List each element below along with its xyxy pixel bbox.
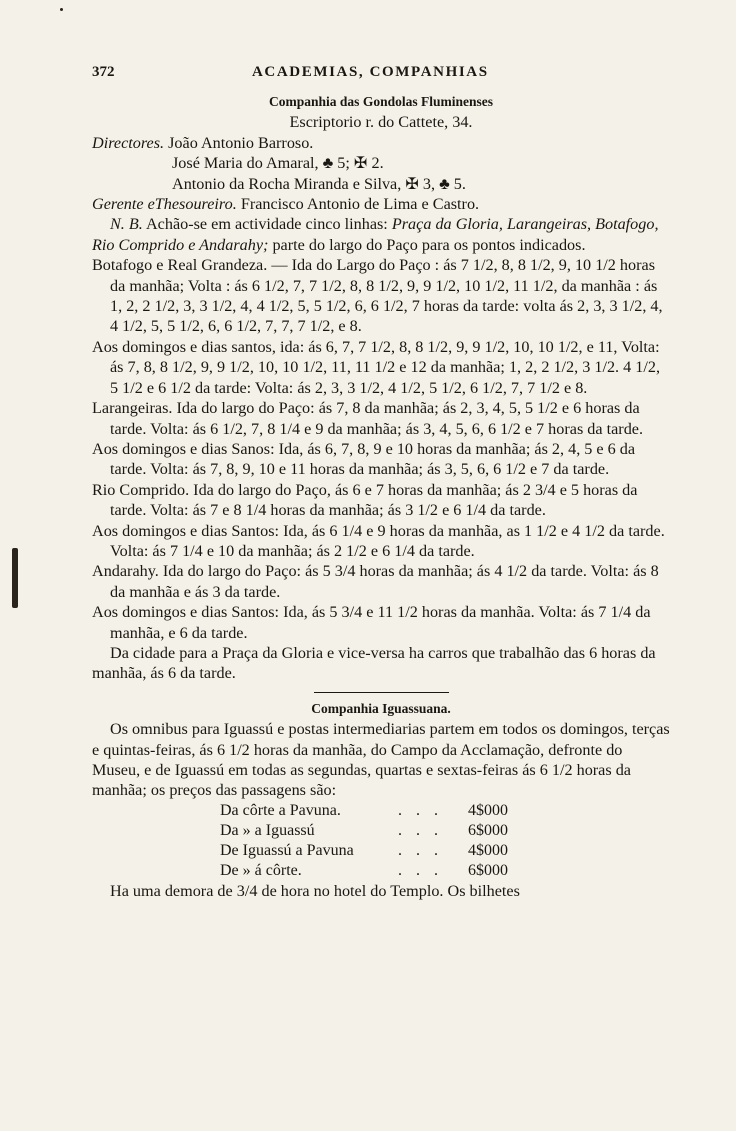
fares-table — [220, 801, 538, 881]
fare-leader: . . . — [398, 801, 443, 819]
fare-price: 6$000 — [468, 821, 508, 839]
director-3: Antonio da Rocha Miranda e Silva, ✠ 3, ♣ 5. — [172, 174, 466, 193]
manager-line — [92, 194, 670, 214]
iguassuana-title: Companhia Iguassuana. — [311, 700, 451, 716]
fare-row — [220, 841, 538, 861]
fare-price: 6$000 — [468, 861, 508, 879]
binding-mark — [12, 548, 18, 608]
gondolas-office: Escriptorio r. do Cattete, 34. — [289, 113, 473, 132]
schedule-rio-comprido-sundays: Aos domingos e dias Santos: Ida, ás 6 1/4 e 9 horas da manhãa, as 1 1/2 e 4 1/2 da tarde. Volta: ás 7 1/4 e 10 da manhãa; ás 2 1/2 e 6 1/4 da tarde. — [92, 521, 665, 560]
fare-route: De Iguassú a Pavuna — [220, 841, 354, 859]
fare-row — [220, 861, 538, 881]
schedule-botafogo-sundays: Aos domingos e dias santos, ida: ás 6, 7, 7 1/2, 8, 8 1/2, 9, 9 1/2, 10, 10 1/2, e 11, Volta: ás 7, 8, 8 1/2, 9, 9 1/2, 10, 10 1/2, 11, 11 1/2 e 12 da manhãa; 1, 2, 2 1/2, 3 1/2. 4 1/2, 5 1/2 e 6 1/2 da tarde: Volta: ás 2, 3, 3 1/2, 4 1/2, 5 1/2, 6 1/2, 7, 7 1/2 e 8. — [92, 337, 661, 397]
nb-tail: parte do largo do Paço para os pontos indicados. — [272, 235, 586, 254]
page — [92, 62, 670, 901]
running-header — [92, 62, 670, 86]
fare-route: De » á côrte. — [220, 861, 302, 879]
page-number: 372 — [92, 64, 115, 80]
fare-route: Da » a Iguassú — [220, 821, 315, 839]
directors-label: Directores. — [92, 133, 165, 152]
fare-leader: . . . — [398, 861, 443, 879]
fare-price: 4$000 — [468, 841, 508, 859]
fare-row — [220, 821, 538, 841]
iguassuana-trailing: Ha uma demora de 3/4 de hora no hotel do Templo. Os bilhetes — [110, 881, 520, 900]
nb-lines: Praça da Gloria, Larangeiras, Botafogo, Rio Comprido e Andarahy; — [92, 215, 659, 254]
directors-line — [92, 133, 670, 153]
schedule-larangeiras-sundays: Aos domingos e dias Sanos: Ida, ás 6, 7, 8, 9 e 10 horas da manhãa; ás 2, 4, 5 e 6 da tarde. Volta: ás 7, 8, 9, 10 e 11 horas da manhãa; ás 3, 5, 6, 6 1/2 e 7 da tarde. — [92, 439, 636, 479]
schedule-andarahy: Andarahy. Ida do largo do Paço: ás 5 3/4 horas da manhãa; ás 4 1/2 da tarde. Volta: ás 8 da manhãa e ás 3 da tarde. — [92, 562, 659, 601]
fare-route: Da côrte a Pavuna. — [220, 801, 341, 819]
section-divider — [314, 692, 449, 693]
director-2: José Maria do Amaral, ♣ 5; ✠ 2. — [172, 154, 384, 173]
manager-name: Francisco Antonio de Lima e Castro. — [240, 195, 480, 214]
fare-leader: . . . — [398, 841, 443, 859]
gondolas-closing: Da cidade para a Praça da Gloria e vice-versa ha carros que trabalhão das 6 horas da manhãa, ás 6 da tarde. — [92, 643, 656, 683]
fare-leader: . . . — [398, 821, 443, 839]
fare-row — [220, 801, 538, 821]
nb-label: N. B. — [110, 215, 143, 234]
fare-price: 4$000 — [468, 801, 508, 819]
running-title: ACADEMIAS, COMPANHIAS — [252, 64, 489, 80]
nb-paragraph — [92, 214, 670, 255]
iguassuana-intro: Os omnibus para Iguassú e postas intermediarias partem em todos os domingos, terças e quintas-feiras, ás 6 1/2 horas da manhãa, do Campo da Acclamação, defronte do Museu, e de Iguassú em todas as segundas, quartas e sextas-feiras ás 6 1/2 horas da manhãa; os preços das passagens são: — [92, 720, 670, 800]
director-1: João Antonio Barroso. — [168, 133, 314, 152]
schedule-andarahy-sundays: Aos domingos e dias Santos: Ida, ás 5 3/4 e 11 1/2 horas da manhãa. Volta: ás 7 1/4 da manhãa, e 6 da tarde. — [92, 603, 651, 642]
schedule-botafogo: Botafogo e Real Grandeza. — Ida do Largo do Paço : ás 7 1/2, 8, 8 1/2, 9, 10 1/2 horas da manhãa; Volta : ás 6 1/2, 7, 7 1/2, 8, 8 1/2, 9, 9 1/2, 10 1/2, 11 1/2, da manhãa : ás 1, 2, 2 1/2, 3, 3 1/2, 4, 4 1/2, 5, 5 1/2, 6, 6 1/2, 7 horas da tarde: volta ás 2, 3, 3 1/2, 4, 4 1/2, 5, 5 1/2, 6, 6 1/2, 7, 7, 7 1/2, e 8. — [92, 256, 663, 336]
ink-speck — [60, 8, 63, 11]
nb-text: Achão-se em actividade cinco linhas: — [145, 215, 388, 234]
schedule-larangeiras: Larangeiras. Ida do largo do Paço: ás 7, 8 da manhãa; ás 2, 3, 4, 5, 5 1/2 e 6 horas da tarde. Volta: ás 6 1/2, 7, 8 1/4 e 9 da manhãa; ás 3, 4, 5, 6, 6 1/2 e 7 horas da tarde. — [92, 399, 644, 438]
schedule-rio-comprido: Rio Comprido. Ida do largo do Paço, ás 6 e 7 horas da manhãa; ás 2 3/4 e 5 horas da tarde. Volta: ás 7 e 8 1/4 horas da manhãa; ás 3 1/2 e 6 1/4 da tarde. — [92, 480, 638, 520]
manager-label: Gerente eThesoureiro. — [92, 195, 237, 214]
gondolas-title: Companhia das Gondolas Fluminenses — [269, 94, 493, 109]
